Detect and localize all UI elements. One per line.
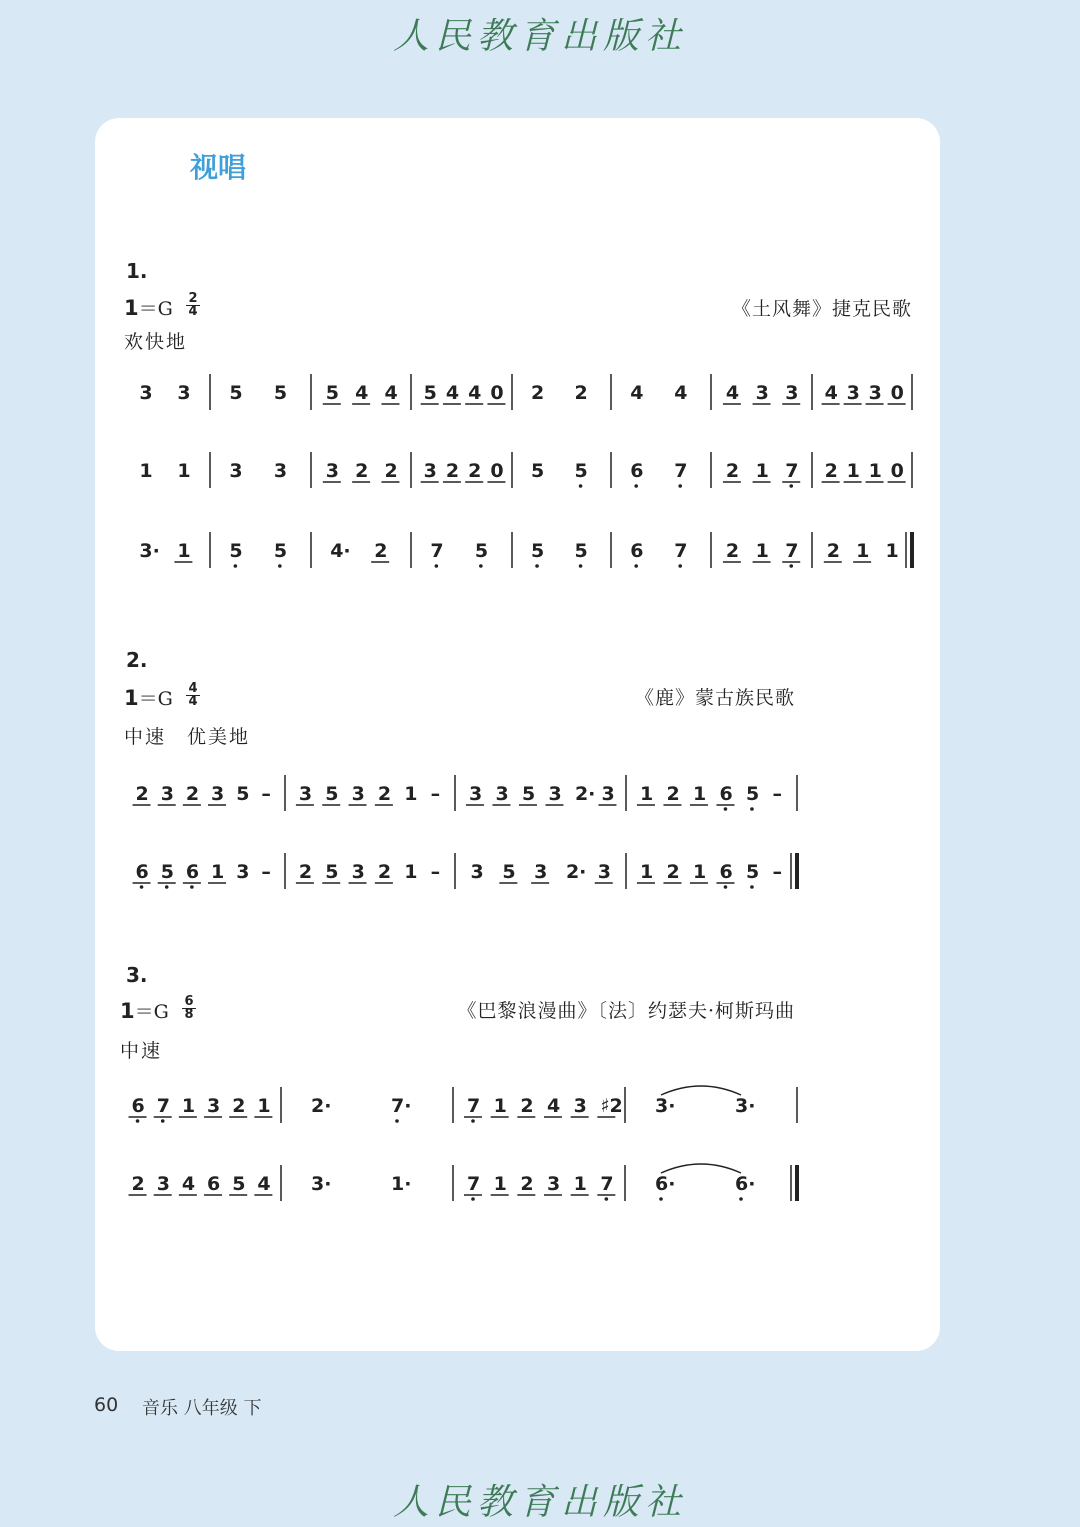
tempo-1: 欢快地 <box>124 331 188 353</box>
note: 2 <box>520 1173 534 1195</box>
note: 5 <box>325 382 340 404</box>
exercise-number-1: 1. <box>126 259 148 283</box>
note: 2 <box>666 783 680 805</box>
note: 6 <box>719 861 733 883</box>
note: – <box>430 783 441 805</box>
low-octave-dot <box>789 564 793 568</box>
low-octave-dot <box>535 564 539 568</box>
note: 1 <box>211 861 225 883</box>
note: 3· <box>139 540 160 562</box>
low-octave-dot <box>605 1197 609 1201</box>
note: 3 <box>534 861 548 883</box>
note: 1· <box>391 1173 412 1195</box>
note: 3 <box>573 1095 587 1117</box>
note: 2 <box>468 460 482 482</box>
time-sig-bottom-1: 4 <box>188 304 198 319</box>
note: 3 <box>755 382 769 404</box>
note: 5 <box>229 382 243 404</box>
note: 3 <box>846 382 860 404</box>
note: 5 <box>325 861 339 883</box>
low-octave-dot <box>136 1119 140 1123</box>
note: 3 <box>177 382 191 404</box>
note: 6 <box>207 1173 221 1195</box>
low-octave-dot <box>659 1197 663 1201</box>
note: 2 <box>520 1095 534 1117</box>
note: 3 <box>160 783 174 805</box>
note: 2 <box>824 460 838 482</box>
note: 3 <box>325 460 340 482</box>
note: 7 <box>674 540 688 562</box>
note: 4 <box>181 1173 196 1195</box>
note: – <box>772 861 782 883</box>
note: 5 <box>423 382 437 404</box>
low-octave-dot <box>161 1119 165 1123</box>
low-octave-dot <box>479 564 483 568</box>
note: 1 <box>755 460 769 482</box>
note: 4 <box>547 1095 561 1117</box>
note: 1 <box>257 1095 271 1117</box>
note: 1 <box>885 540 899 562</box>
note: 4· <box>330 540 351 562</box>
note: 4 <box>468 382 482 404</box>
note: 0 <box>490 460 504 482</box>
note: 5 <box>273 382 288 404</box>
note: 3 <box>351 861 365 883</box>
note: 0 <box>490 382 504 404</box>
note: 3 <box>236 861 250 883</box>
note: 2 <box>185 783 200 805</box>
note: 3 <box>273 460 288 482</box>
key-signature-2: 1＝G <box>124 686 173 710</box>
note: 5 <box>531 540 545 562</box>
time-sig-top-2: 4 <box>188 681 198 696</box>
note: 2 <box>232 1095 246 1117</box>
note: 5 <box>521 783 536 805</box>
note: 4 <box>445 382 460 404</box>
note: 2 <box>531 382 545 404</box>
note: 5 <box>574 460 588 482</box>
note: 1 <box>692 861 707 883</box>
note: 1 <box>573 1173 587 1195</box>
note: 2 <box>725 460 740 482</box>
note: 7 <box>785 460 799 482</box>
note: 0 <box>890 460 904 482</box>
low-octave-dot <box>750 885 754 889</box>
key-name-3: G <box>153 1001 169 1023</box>
book-title: 音乐 八年级 下 <box>142 1398 262 1419</box>
note: 1 <box>404 783 418 805</box>
note: 2· <box>565 861 587 883</box>
note: 2 <box>377 861 392 883</box>
note: 1 <box>404 861 418 883</box>
exercise-number-2: 2. <box>126 648 148 672</box>
low-octave-dot <box>678 484 682 488</box>
note: 6 <box>630 540 644 562</box>
note: 3 <box>601 783 615 805</box>
note: 3 <box>868 382 882 404</box>
note: 5 <box>229 540 243 562</box>
time-sig-bottom-3: 8 <box>184 1007 194 1022</box>
note: 3 <box>351 783 365 805</box>
low-octave-dot <box>724 807 728 811</box>
note: 3 <box>139 382 153 404</box>
note: 5 <box>502 861 516 883</box>
note: 1 <box>868 460 882 482</box>
low-octave-dot <box>165 885 169 889</box>
time-sig-bottom-2: 4 <box>188 694 198 709</box>
tempo-3: 中速 <box>120 1040 163 1062</box>
note: 2 <box>374 540 388 562</box>
note: 5 <box>160 861 174 883</box>
note: 3 <box>597 861 611 883</box>
note: 4 <box>725 382 740 404</box>
note: 0 <box>890 382 904 404</box>
note: 2 <box>445 460 460 482</box>
note: 1 <box>639 861 654 883</box>
time-sig-top-3: 6 <box>184 994 194 1009</box>
note: 2 <box>135 783 149 805</box>
note: 5 <box>325 783 339 805</box>
note: 3 <box>229 460 243 482</box>
note: 1 <box>639 783 654 805</box>
note: 3 <box>298 783 313 805</box>
note: 6· <box>655 1173 676 1195</box>
note: 7· <box>391 1095 412 1117</box>
exercise-number-3: 3. <box>126 963 148 987</box>
note: 2 <box>377 783 392 805</box>
publisher-watermark-bottom: 人民教育出版社 <box>392 1482 687 1523</box>
time-sig-top-1: 2 <box>188 291 198 306</box>
key-name-1: G <box>157 298 173 320</box>
note: 5 <box>574 540 588 562</box>
note: 3 <box>468 783 483 805</box>
note: 3 <box>470 861 484 883</box>
low-octave-dot <box>278 564 282 568</box>
note: 3 <box>207 1095 221 1117</box>
note: ♯2 <box>600 1095 623 1117</box>
note: 6 <box>131 1095 145 1117</box>
source-1: 《土风舞》捷克民歌 <box>731 298 912 320</box>
note: 3 <box>423 460 437 482</box>
note: – <box>261 861 271 883</box>
note: – <box>430 861 441 883</box>
note: 2 <box>574 382 588 404</box>
low-octave-dot <box>140 885 144 889</box>
note: 2· <box>311 1095 332 1117</box>
note: 2 <box>384 460 398 482</box>
low-octave-dot <box>471 1119 475 1123</box>
note: – <box>261 783 271 805</box>
low-octave-dot <box>579 484 583 488</box>
note: 2· <box>574 783 596 805</box>
low-octave-dot <box>435 564 439 568</box>
note: 1 <box>177 460 191 482</box>
note: 1 <box>139 460 153 482</box>
key-name-2: G <box>157 688 173 710</box>
note: 1 <box>493 1095 507 1117</box>
tempo-2: 中速 优美地 <box>124 726 251 748</box>
low-octave-dot <box>579 564 583 568</box>
low-octave-dot <box>750 807 754 811</box>
note: 1 <box>493 1173 507 1195</box>
note: 5 <box>273 540 288 562</box>
note: 2 <box>298 861 313 883</box>
note: 3 <box>211 783 225 805</box>
note: 7 <box>156 1095 170 1117</box>
low-octave-dot <box>634 564 638 568</box>
note: 3· <box>311 1173 332 1195</box>
note: 2 <box>666 861 680 883</box>
note: – <box>772 783 782 805</box>
note: 3· <box>735 1095 756 1117</box>
note: 1 <box>755 540 769 562</box>
low-octave-dot <box>789 484 793 488</box>
note: 2 <box>826 540 841 562</box>
section-title: 视唱 <box>190 151 247 184</box>
note: 5 <box>232 1173 246 1195</box>
note: 3 <box>547 1173 561 1195</box>
note: 7 <box>674 460 688 482</box>
note: 6 <box>135 861 149 883</box>
note: 3 <box>156 1173 170 1195</box>
tie <box>661 1086 741 1095</box>
note: 1 <box>692 783 707 805</box>
note: 2 <box>725 540 740 562</box>
key-signature-3: 1＝G <box>120 999 169 1023</box>
note: 5 <box>531 460 545 482</box>
note: 3 <box>495 783 509 805</box>
publisher-watermark-top: 人民教育出版社 <box>392 16 687 57</box>
note: 4 <box>384 382 398 404</box>
low-octave-dot <box>678 564 682 568</box>
low-octave-dot <box>471 1197 475 1201</box>
source-2: 《鹿》蒙古族民歌 <box>634 687 795 709</box>
note: 3 <box>548 783 562 805</box>
note: 4 <box>355 382 369 404</box>
note: 7 <box>785 540 799 562</box>
note: 3· <box>655 1095 676 1117</box>
note: 5 <box>745 783 760 805</box>
note: 1 <box>177 540 191 562</box>
tie <box>661 1164 741 1173</box>
page-number: 60 <box>94 1394 119 1416</box>
note: 7 <box>430 540 444 562</box>
note: 7 <box>600 1173 614 1195</box>
note: 4 <box>824 382 838 404</box>
note: 6 <box>630 460 644 482</box>
low-octave-dot <box>634 484 638 488</box>
note: 4 <box>674 382 688 404</box>
note: 4 <box>257 1173 271 1195</box>
key-signature-1: 1＝G <box>124 296 173 320</box>
low-octave-dot <box>190 885 194 889</box>
note: 1 <box>846 460 860 482</box>
note: 7 <box>467 1173 481 1195</box>
low-octave-dot <box>724 885 728 889</box>
low-octave-dot <box>739 1197 743 1201</box>
note: 4 <box>630 382 644 404</box>
note: 6· <box>735 1173 756 1195</box>
note: 1 <box>856 540 870 562</box>
note: 6 <box>719 783 733 805</box>
note: 5 <box>474 540 489 562</box>
low-octave-dot <box>395 1119 399 1123</box>
note: 7 <box>467 1095 481 1117</box>
note: 3 <box>785 382 799 404</box>
note: 2 <box>131 1173 145 1195</box>
note: 1 <box>181 1095 196 1117</box>
source-3: 《巴黎浪漫曲》〔法〕约瑟夫·柯斯玛曲 <box>457 1000 795 1022</box>
note: 5 <box>745 861 760 883</box>
note: 6 <box>185 861 200 883</box>
note: 2 <box>355 460 369 482</box>
note: 5 <box>236 783 250 805</box>
low-octave-dot <box>234 564 238 568</box>
